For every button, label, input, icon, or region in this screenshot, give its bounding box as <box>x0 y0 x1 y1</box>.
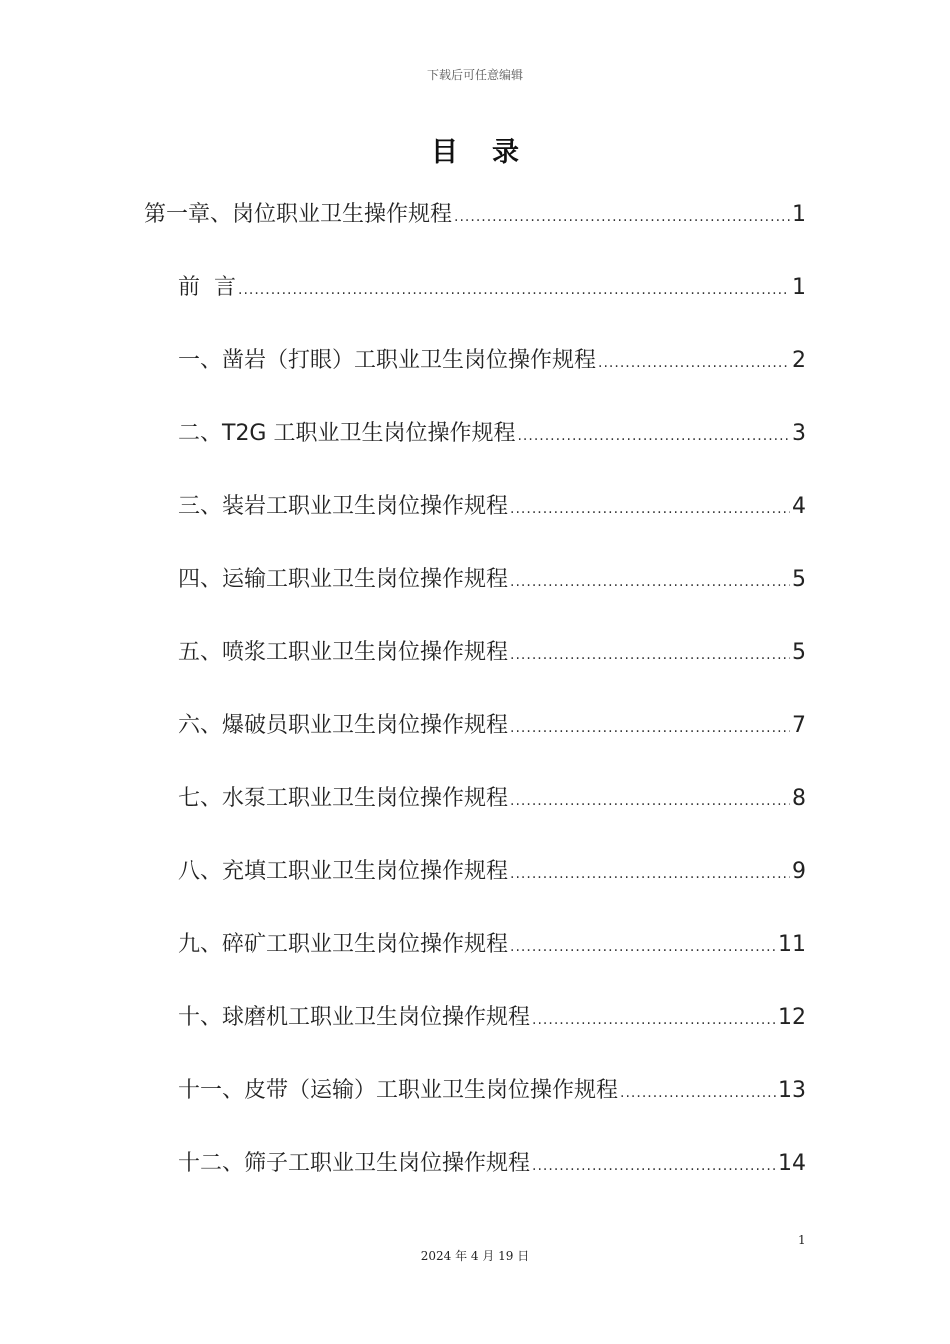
toc-entry-label: 八、充填工职业卫生岗位操作规程 <box>178 859 509 884</box>
toc-entry[interactable] <box>178 708 806 748</box>
dot-leader <box>620 1085 776 1101</box>
toc-entry-label: 十、球磨机工职业卫生岗位操作规程 <box>178 1005 531 1030</box>
dot-leader <box>510 793 790 809</box>
footer-date: 2024 年 4 月 19 日 <box>420 1249 530 1263</box>
toc-entry-label: 十一、皮带（运输）工职业卫生岗位操作规程 <box>178 1078 619 1103</box>
toc-entry-label: 五、喷浆工职业卫生岗位操作规程 <box>178 640 509 665</box>
toc-entry-label: 七、水泵工职业卫生岗位操作规程 <box>178 786 509 811</box>
toc-entry-label: 三、装岩工职业卫生岗位操作规程 <box>178 494 509 519</box>
dot-leader <box>532 1158 776 1174</box>
toc-entry-page: 13 <box>778 1078 806 1103</box>
toc-entry-page: 2 <box>792 348 806 373</box>
toc-entry-page: 7 <box>792 713 806 738</box>
toc-entry[interactable] <box>178 416 806 456</box>
toc-entry-label: 二、T2G 工职业卫生岗位操作规程 <box>178 421 516 446</box>
toc-entry-label: 四、运输工职业卫生岗位操作规程 <box>178 567 509 592</box>
toc-entry-page: 5 <box>792 640 806 665</box>
dot-leader <box>517 428 790 444</box>
toc-entry[interactable] <box>178 781 806 821</box>
toc-entry-page: 5 <box>792 567 806 592</box>
dot-leader <box>510 574 790 590</box>
toc-entry[interactable] <box>178 270 806 310</box>
header-note: 下载后可任意编辑 <box>426 68 523 82</box>
toc-entry[interactable] <box>178 1000 806 1040</box>
toc-entry-page: 12 <box>778 1005 806 1030</box>
toc-entry-page: 14 <box>778 1151 806 1176</box>
toc-entry-page: 9 <box>792 859 806 884</box>
toc-entry-page: 8 <box>792 786 806 811</box>
page-title: 目录 <box>431 137 553 168</box>
page-number: 1 <box>798 1233 806 1247</box>
toc-entry-label: 前 言 <box>178 275 236 300</box>
dot-leader <box>598 355 790 371</box>
dot-leader <box>510 866 790 882</box>
toc-entry-page: 4 <box>792 494 806 519</box>
dot-leader <box>238 282 790 298</box>
dot-leader <box>510 647 790 663</box>
toc-entry[interactable] <box>178 927 806 967</box>
toc-entry[interactable] <box>144 197 806 237</box>
toc-entry[interactable] <box>178 635 806 675</box>
toc-entry[interactable] <box>178 343 806 383</box>
toc-entry[interactable] <box>178 1146 806 1186</box>
toc-entry-page: 1 <box>792 202 806 227</box>
toc-entry-label: 一、凿岩（打眼）工职业卫生岗位操作规程 <box>178 348 597 373</box>
toc-entry-label: 六、爆破员职业卫生岗位操作规程 <box>178 713 509 738</box>
toc-entry-label: 第一章、岗位职业卫生操作规程 <box>144 202 453 227</box>
toc-entry[interactable] <box>178 854 806 894</box>
dot-leader <box>510 939 776 955</box>
toc-entry-label: 十二、筛子工职业卫生岗位操作规程 <box>178 1151 531 1176</box>
dot-leader <box>532 1012 776 1028</box>
toc-entry[interactable] <box>178 1073 806 1113</box>
dot-leader <box>510 720 790 736</box>
toc-entry-label: 九、碎矿工职业卫生岗位操作规程 <box>178 932 509 957</box>
dot-leader <box>510 501 790 517</box>
dot-leader <box>454 209 790 225</box>
toc-entry[interactable] <box>178 562 806 602</box>
toc-entry[interactable] <box>178 489 806 529</box>
toc-entry-page: 11 <box>778 932 806 957</box>
toc-entry-page: 1 <box>792 275 806 300</box>
toc-entry-page: 3 <box>792 421 806 446</box>
